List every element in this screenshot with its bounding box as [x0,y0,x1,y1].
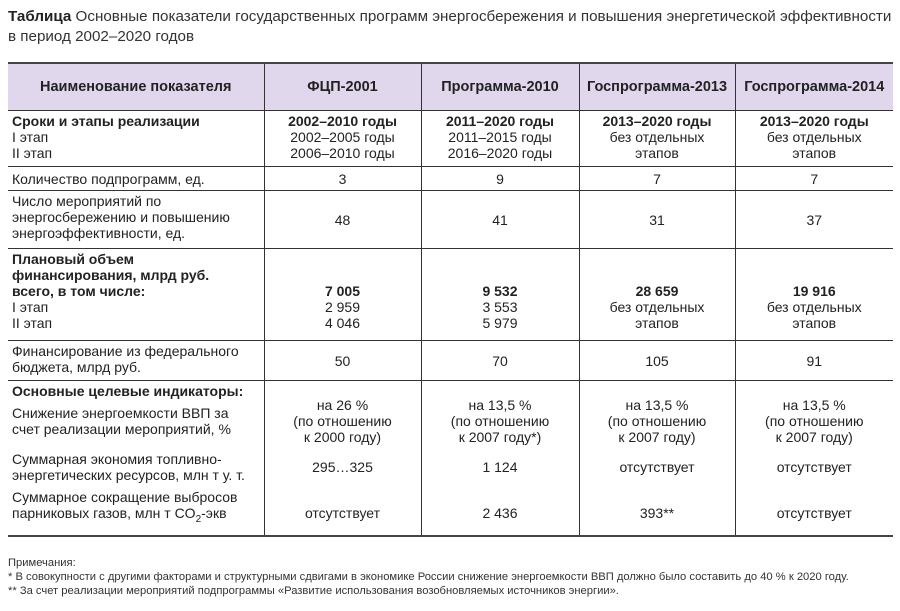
table-cell: 7 [579,167,735,191]
notes-heading: Примечания: [8,557,76,569]
cell-text: 4 046 [324,315,361,331]
indicators-heading: Основные целевые индикаторы: [12,383,244,399]
stage2-label: II этап [12,145,53,161]
row-label [8,249,264,341]
cell-text: 2 436 [482,505,518,521]
table-cell: 70 [421,341,579,381]
cell-text: к 2007 году) [618,429,696,445]
cell-text: 2011–2020 годы [445,113,555,129]
cell-text: отсутствует [776,459,852,475]
row-label-line: энергетических ресурсов, млн т у. т. [12,467,245,483]
row-label [8,341,264,381]
row-label-line: Суммарная экономия топливно- [12,451,222,467]
cell-text: отсутствует [776,505,852,521]
cell-text: без отдельных [609,299,705,315]
row-label: Количество подпрограмм, ед. [8,167,264,191]
cell-text: без отдельных [766,129,862,145]
cell-text: (по отношению [293,413,392,429]
table-cell [421,381,579,536]
row-label-line: энергоэффективности, ед. [12,225,186,241]
cell-text: 2016–2020 годы [447,145,553,161]
cell-text: этапов [792,145,837,161]
cell-text: без отдельных [609,129,705,145]
header-indicator-name: Наименование показателя [8,63,264,111]
caption-label: Таблица [8,8,72,25]
table-cell [264,111,421,167]
table-header-row [8,63,893,111]
cell-text: 3 553 [482,299,518,315]
cell-text: 9 532 [482,283,518,299]
footnote-1: * В совокупности с другими факторами и структурными сдвигами в экономике России снижение энергоемкости ВВП должно было составить до 40 % к 2020 году. [8,571,849,583]
cell-text: 295…325 [312,459,373,475]
cell-text: к 2007 году) [775,429,853,445]
footnotes [8,556,893,598]
table-cell [421,249,579,341]
table-cell [264,381,421,536]
table-cell [735,111,893,167]
table-row [8,191,893,249]
cell-text: на 13,5 % [625,397,689,413]
cell-text: (по отношению [607,413,707,429]
table-cell: 91 [735,341,893,381]
table-cell: 37 [735,191,893,249]
table-row [8,111,893,167]
table-row [8,167,893,191]
table-cell: 105 [579,341,735,381]
cell-text: (по отношению [765,413,864,429]
row-label-line: Суммарное сокращение выбросов [12,489,238,505]
row-label-line: Снижение энергоемкости ВВП за [12,405,229,421]
header-fcp-2001: ФЦП-2001 [264,63,421,111]
cell-text: 2013–2020 годы [602,113,712,129]
table-cell: 50 [264,341,421,381]
table-cell: 9 [421,167,579,191]
stage2-label: II этап [12,315,53,331]
row-label [8,191,264,249]
cell-text: на 13,5 % [782,397,846,413]
row-label [8,111,264,167]
table-row [8,381,893,536]
cell-text: 393** [639,505,675,521]
table-cell: 48 [264,191,421,249]
header-program-2010: Программа-2010 [421,63,579,111]
cell-text: 2013–2020 годы [759,113,869,129]
row-label-line: финансирования, млрд руб. [12,267,210,283]
table-cell: 7 [735,167,893,191]
cell-text: 7 005 [324,283,361,299]
cell-text: 2 959 [324,299,361,315]
cell-text: отсутствует [619,459,695,475]
cell-text: без отдельных [766,299,862,315]
row-label-line: всего, в том числе: [12,283,146,299]
row-label-line: счет реализации мероприятий, % [12,421,231,437]
table-cell [421,111,579,167]
stage1-label: I этап [12,129,49,145]
table-cell [579,381,735,536]
table-cell [264,249,421,341]
table-cell: 41 [421,191,579,249]
table-cell [735,381,893,536]
cell-text: 2002–2010 годы [288,113,397,129]
row-label-line: Плановый объем [12,251,134,267]
table-row [8,249,893,341]
row-label-line: Число мероприятий по [12,193,162,209]
table-cell [579,249,735,341]
cell-text: (по отношению [450,413,550,429]
cell-text: 2011–2015 годы [448,129,552,145]
cell-text: 2006–2010 годы [290,145,395,161]
indicators-table [8,62,893,537]
cell-text: к 2000 году) [303,429,382,445]
cell-text: на 13,5 % [468,397,532,413]
header-gosprogram-2014: Госпрограмма-2014 [735,63,893,111]
cell-text: этапов [792,315,837,331]
header-gosprogram-2013: Госпрограмма-2013 [579,63,735,111]
cell-text: 1 124 [482,459,518,475]
table-row [8,341,893,381]
row-label-line: парниковых газов, млн т $CO_2$-экв [12,505,227,525]
row-label [8,381,264,536]
footnote-2: ** За счет реализации мероприятий подпрограммы «Развитие использования возобновляемых источников энергии». [8,585,619,597]
cell-text: этапов [635,315,679,331]
table-cell [735,249,893,341]
row-label-line: бюджета, млрд руб. [12,359,141,375]
cell-text: 5 979 [482,315,518,331]
cell-text: отсутствует [304,505,381,521]
cell-text: на 26 % [316,397,369,413]
cell-text: 19 916 [792,283,836,299]
table-cell: 3 [264,167,421,191]
cell-text: к 2007 году*) [458,429,542,445]
table-caption [8,7,893,47]
cell-text: 2002–2005 годы [290,129,395,145]
stage1-label: I этап [12,299,49,315]
table-cell [579,111,735,167]
terms-label: Сроки и этапы реализации [12,113,200,129]
row-label-line: энергосбережению и повышению [12,209,230,225]
table-cell: 31 [579,191,735,249]
cell-text: 28 659 [635,283,679,299]
caption-text: Основные показатели государственных программ энергосбережения и повышения энергетической эффективности в период 2002–2020 годов [8,8,892,45]
cell-text: этапов [635,145,679,161]
row-label-line: Финансирование из федерального [12,343,239,359]
